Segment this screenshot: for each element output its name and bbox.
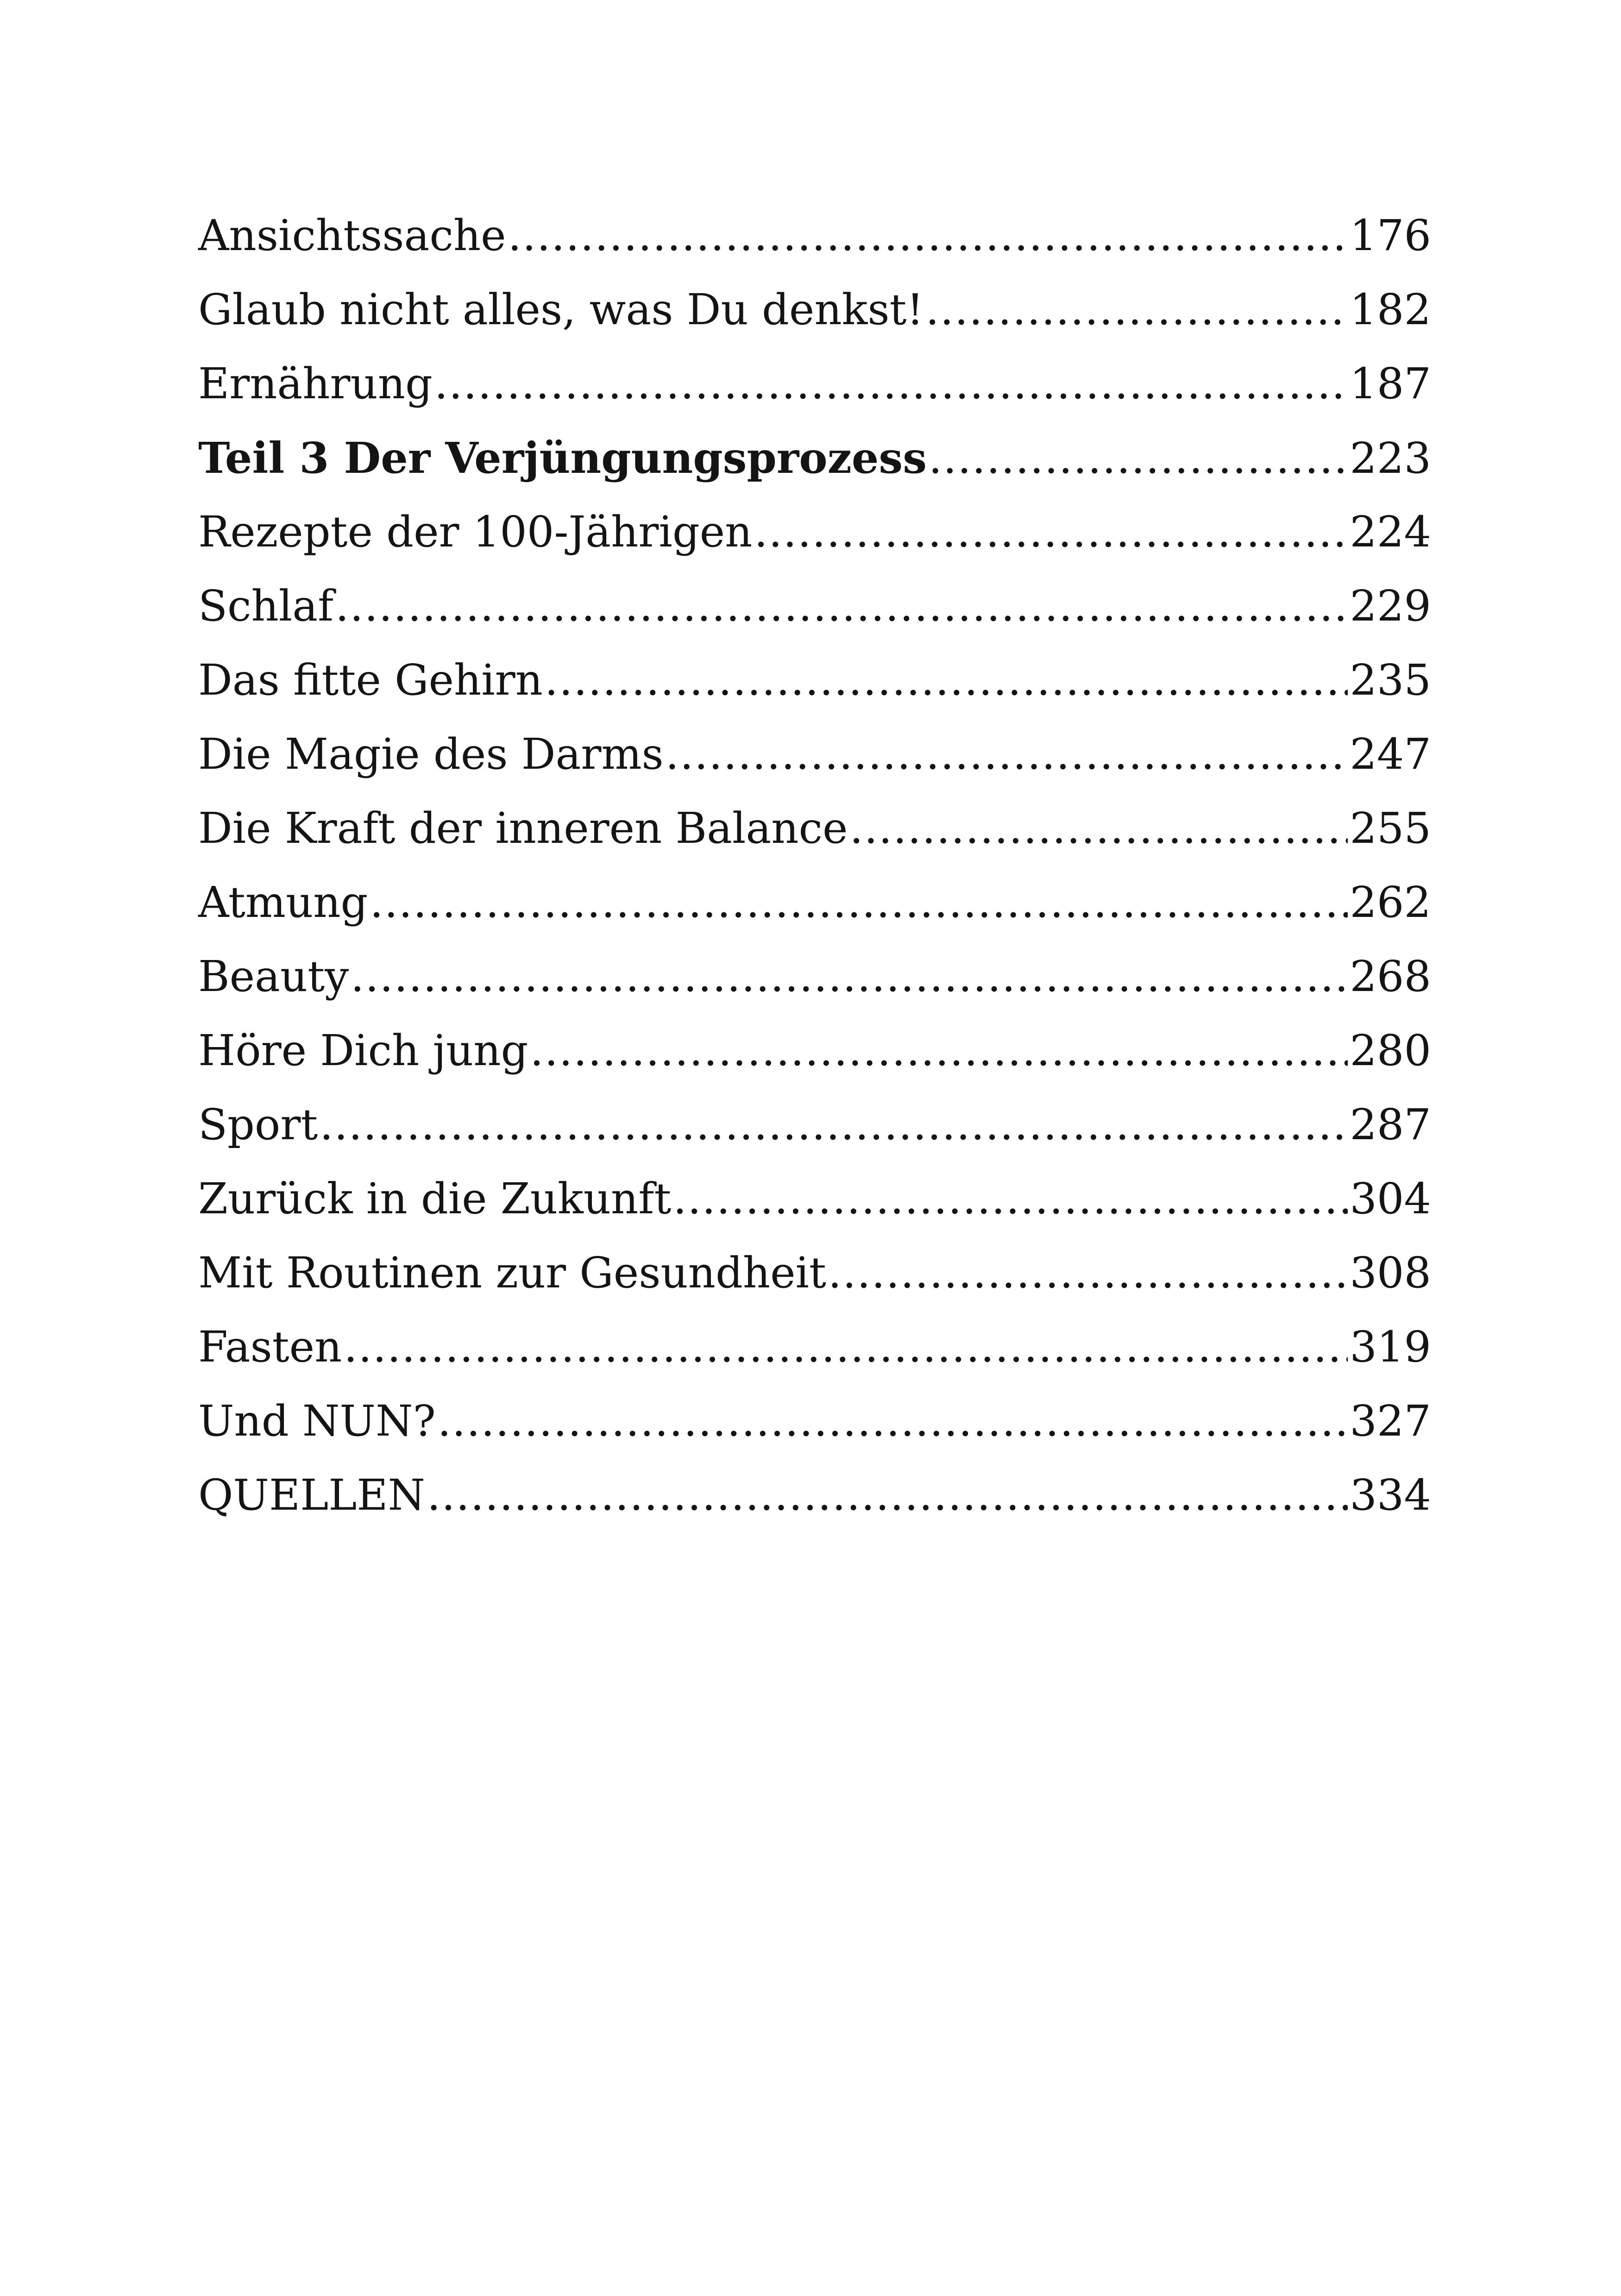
toc-entry-page: 308 [1350,1248,1431,1298]
toc-entry-glaub-nicht-alles[interactable] [198,285,1431,359]
toc-entry-page: 280 [1350,1026,1431,1075]
toc-entry-quellen[interactable] [198,1470,1431,1544]
toc-entry-page: 262 [1350,878,1431,927]
toc-entry-page: 223 [1350,433,1431,483]
toc-leader-dots [344,1322,1348,1372]
toc-entry-title: Beauty [198,952,349,1001]
toc-entry-page: 287 [1350,1100,1431,1149]
toc-entry-beauty[interactable] [198,952,1431,1026]
toc-entry-title: QUELLEN [198,1470,425,1520]
toc-entry-title: Ansichtssache [198,211,506,260]
toc-entry-page: 334 [1350,1470,1431,1520]
toc-entry-balance[interactable] [198,803,1431,878]
toc-leader-dots [666,729,1348,779]
toc-entry-gehirn[interactable] [198,655,1431,729]
toc-entry-title: Und NUN? [198,1396,436,1446]
toc-entry-title: Glaub nicht alles, was Du denkst! [198,285,924,334]
toc-entry-ernaehrung[interactable] [198,359,1431,433]
toc-entry-page: 176 [1350,211,1431,260]
toc-entry-title: Ernährung [198,359,433,408]
toc-leader-dots [673,1174,1348,1223]
toc-entry-title: Mit Routinen zur Gesundheit [198,1248,826,1298]
toc-entry-title: Die Magie des Darms [198,729,664,779]
toc-entry-title: Atmung [198,878,368,927]
toc-leader-dots [530,1026,1348,1075]
toc-leader-dots [370,878,1348,927]
toc-leader-dots [434,359,1348,408]
toc-entry-page: 187 [1350,359,1431,408]
toc-leader-dots [438,1396,1348,1446]
toc-leader-dots [754,507,1348,557]
toc-entry-page: 247 [1350,729,1431,779]
toc-entry-schlaf[interactable] [198,581,1431,655]
toc-entry-fasten[interactable] [198,1322,1431,1396]
toc-entry-title: Sport [198,1100,318,1149]
toc-leader-dots [850,803,1348,853]
toc-entry-page: 182 [1350,285,1431,334]
toc-entry-rezepte[interactable] [198,507,1431,581]
toc-entry-zukunft[interactable] [198,1174,1431,1248]
toc-entry-title: Das fitte Gehirn [198,655,543,705]
toc-entry-title: Die Kraft der inneren Balance [198,803,848,853]
toc-entry-page: 268 [1350,952,1431,1001]
toc-entry-page: 224 [1350,507,1431,557]
toc-entry-page: 235 [1350,655,1431,705]
toc-entry-sport[interactable] [198,1100,1431,1174]
toc-entry-darm[interactable] [198,729,1431,803]
toc-leader-dots [925,285,1348,334]
toc-leader-dots [508,211,1348,260]
toc-part-heading: Teil 3 Der Verjüngungsprozess [198,433,927,483]
toc-leader-dots [545,655,1348,705]
toc-entry-title: Rezepte der 100-Jährigen [198,507,753,557]
toc-entry-page: 327 [1350,1396,1431,1446]
toc-entry-page: 229 [1350,581,1431,631]
toc-entry-und-nun[interactable] [198,1396,1431,1470]
toc-leader-dots [427,1470,1348,1520]
toc-entry-atmung[interactable] [198,878,1431,952]
toc-entry-ansichtssache[interactable] [198,211,1431,285]
toc-leader-dots [335,581,1348,631]
toc-entry-title: Fasten [198,1322,342,1372]
toc-entry-page: 255 [1350,803,1431,853]
toc-entry-title: Höre Dich jung [198,1026,528,1075]
toc-entry-page: 304 [1350,1174,1431,1223]
toc-leader-dots [929,433,1348,483]
toc-leader-dots [351,952,1348,1001]
toc-entry-hoere-dich-jung[interactable] [198,1026,1431,1100]
toc-leader-dots [320,1100,1348,1149]
toc-entry-page: 319 [1350,1322,1431,1372]
toc-entry-title: Zurück in die Zukunft [198,1174,672,1223]
table-of-contents [198,211,1431,1544]
toc-entry-routinen[interactable] [198,1248,1431,1322]
toc-entry-part-3-heading[interactable] [198,433,1431,507]
toc-entry-title: Schlaf [198,581,334,631]
toc-leader-dots [828,1248,1348,1298]
